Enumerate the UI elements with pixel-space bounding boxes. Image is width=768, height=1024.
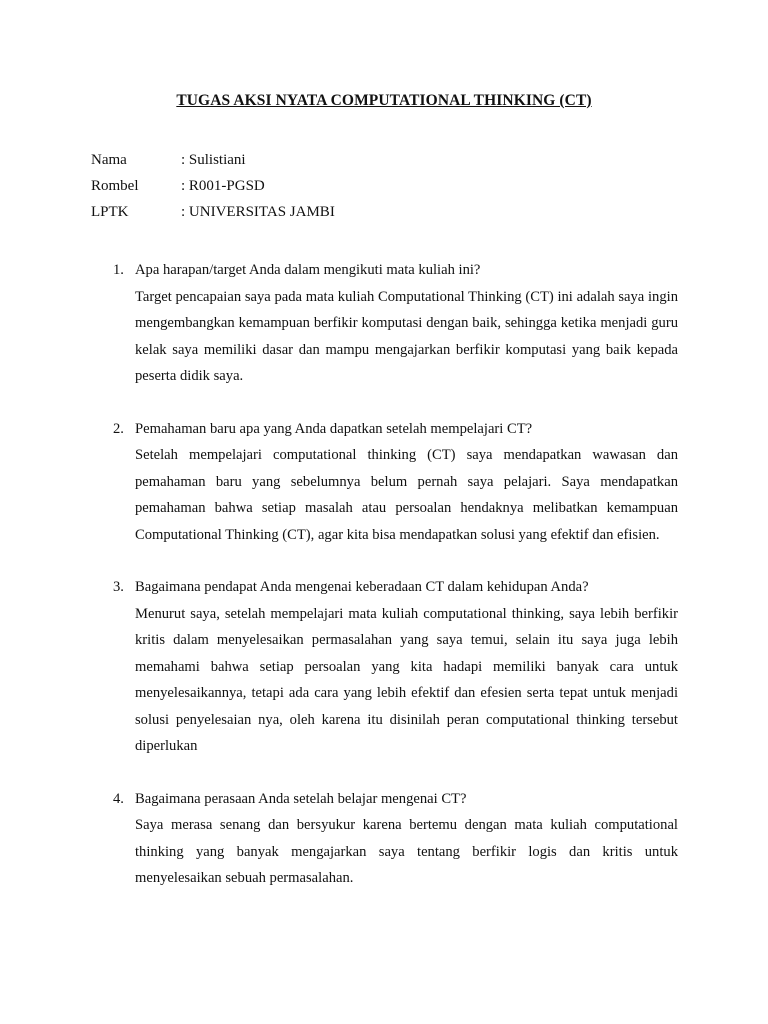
question-text: Apa harapan/target Anda dalam mengikuti mata kuliah ini?: [135, 262, 481, 278]
answer-text: Menurut saya, setelah mempelajari mata kuliah computational thinking, saya lebih berfikir kritis dalam menyelesaikan permasalahan yang saya temui, selain itu saya juga lebih memahami bahwa setiap persoalan yang kita hadapi memiliki banyak cara untuk menyelesaikannya, tetapi ada cara yang lebih efektif dan efesien serta tepat untuk menjadi solusi penyelesaian nya, oleh karena itu disinilah peran computational thinking tersebut diperlukan: [135, 605, 678, 754]
info-label-rombel: Rombel: [91, 178, 139, 194]
document-title: TUGAS AKSI NYATA COMPUTATIONAL THINKING (CT): [176, 92, 592, 109]
info-value-lptk: : UNIVERSITAS JAMBI: [181, 204, 335, 220]
question-list: [113, 257, 678, 918]
question-number: 3.: [113, 579, 124, 595]
question-text: Pemahaman baru apa yang Anda dapatkan setelah mempelajari CT?: [135, 420, 533, 437]
info-label-nama: Nama: [91, 152, 127, 168]
info-label-lptk: LPTK: [91, 204, 129, 220]
question-item-4: [113, 786, 678, 892]
question-number: 1.: [113, 262, 124, 278]
question-item-3: [113, 574, 678, 760]
question-number: 4.: [113, 790, 124, 807]
info-row-lptk: [91, 202, 335, 228]
question-number: 2.: [113, 420, 124, 437]
question-text: Bagaimana pendapat Anda mengenai keberadaan CT dalam kehidupan Anda?: [135, 579, 589, 595]
answer-text: Setelah mempelajari computational thinking (CT) saya mendapatkan wawasan dan pemahaman baru yang sebelumnya belum pernah saya pelajari. Saya mendapatkan pemahaman bahwa setiap masalah atau persoalan hendaknya melibatkan kemampuan Computational Thinking (CT), agar kita bisa mendapatkan solusi yang efektif dan efisien.: [135, 447, 678, 543]
info-row-rombel: [91, 176, 335, 202]
question-item-2: [113, 416, 678, 549]
student-info: [91, 150, 335, 228]
info-value-rombel: : R001-PGSD: [181, 178, 265, 194]
question-text: Bagaimana perasaan Anda setelah belajar mengenai CT?: [135, 790, 467, 807]
answer-text: Saya merasa senang dan bersyukur karena bertemu dengan mata kuliah computational thinking yang banyak mengajarkan saya tentang berfikir logis dan kritis untuk menyelesaikan sebuah permasalahan.: [135, 817, 678, 886]
answer-text: Target pencapaian saya pada mata kuliah Computational Thinking (CT) ini adalah saya ingin mengembangkan kemampuan berfikir komputasi dengan baik, sehingga ketika menjadi guru kelak saya memiliki dasar dan mampu mengajarkan berfikir komputasi yang baik kepada peserta didik saya.: [135, 288, 678, 384]
info-row-nama: [91, 150, 335, 176]
info-value-nama: : Sulistiani: [181, 152, 246, 168]
question-item-1: [113, 257, 678, 390]
